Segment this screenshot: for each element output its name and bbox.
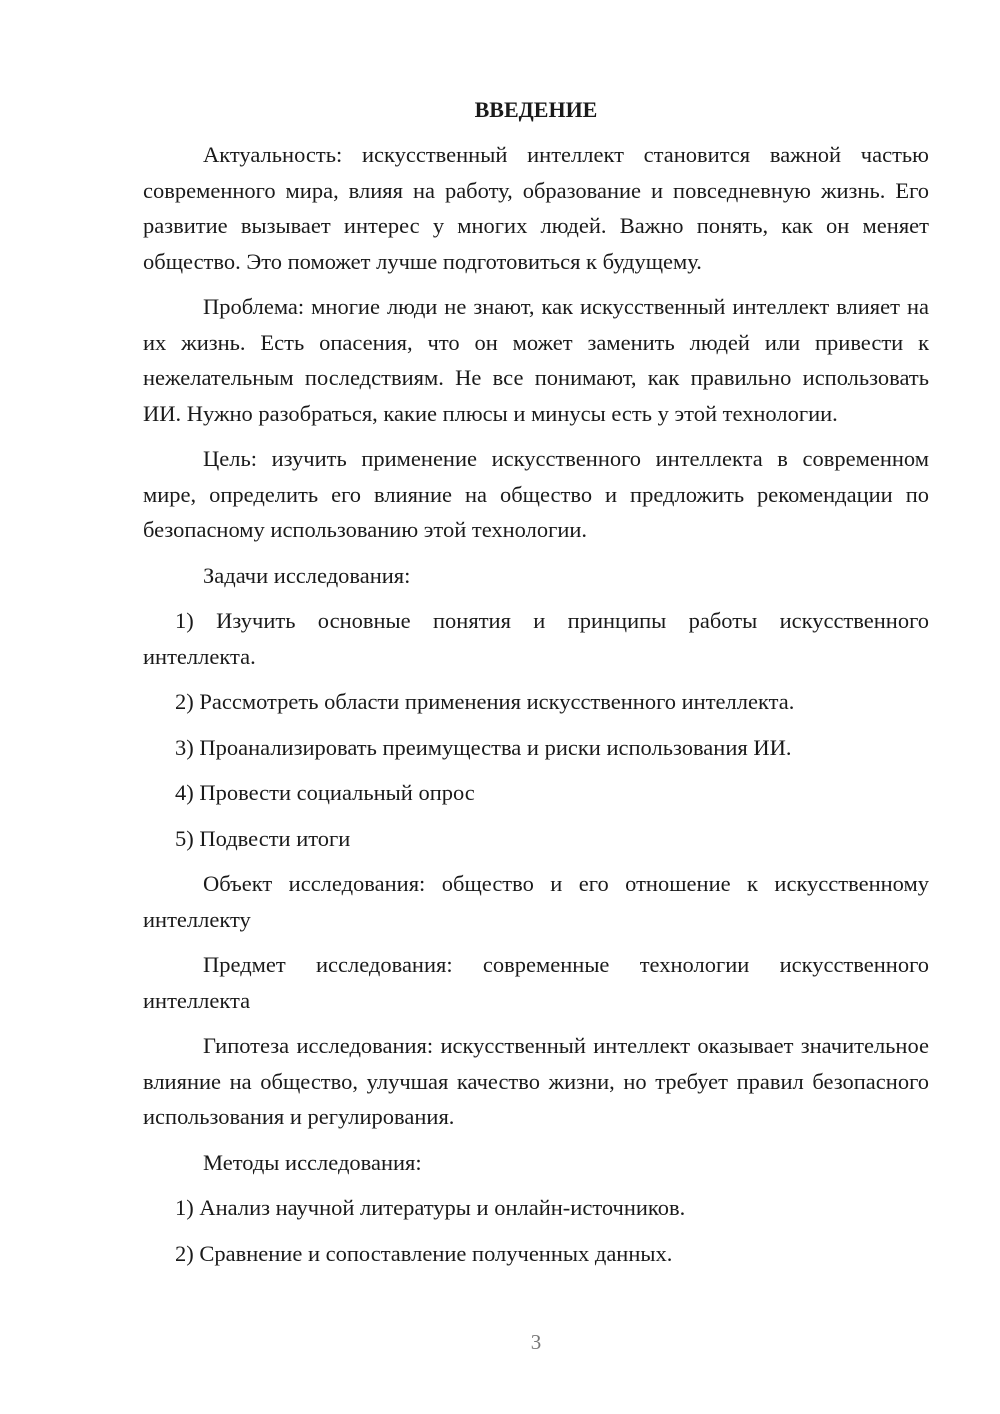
paragraph-subject: Предмет исследования: современные технологии искусственного интеллекта <box>143 952 929 1013</box>
methods-heading: Методы исследования: <box>203 1149 422 1175</box>
task-item-2: 2) Рассмотреть области применения искусственного интеллекта. <box>175 689 795 714</box>
paragraph-problem: Проблема: многие люди не знают, как искусственный интеллект влияет на их жизнь. Есть опасения, что он может заменить людей или привести к нежелательным последствиям. Не все понимают, как правильно использовать ИИ. Нужно разобраться, какие плюсы и минусы есть у этой технологии. <box>143 294 929 426</box>
paragraph-goal: Цель: изучить применение искусственного интеллекта в современном мире, определить его влияние на общество и предложить рекомендации по безопасному использованию этой технологии. <box>143 446 929 542</box>
paragraph-relevance: Актуальность: искусственный интеллект становится важной частью современного мира, влияя на работу, образование и повседневную жизнь. Его развитие вызывает интерес у многих людей. Важно понять, как он меняет общество. Это поможет лучше подготовиться к будущему. <box>143 142 929 274</box>
paragraph-hypothesis: Гипотеза исследования: искусственный интеллект оказывает значительное влияние на общество, улучшая качество жизни, но требует правил безопасного использования и регулирования. <box>143 1033 929 1129</box>
task-item-4: 4) Провести социальный опрос <box>175 780 475 805</box>
method-item-1: 1) Анализ научной литературы и онлайн-источников. <box>175 1195 686 1220</box>
method-item-2: 2) Сравнение и сопоставление полученных данных. <box>175 1240 673 1266</box>
task-item-3: 3) Проанализировать преимущества и риски использования ИИ. <box>175 734 792 760</box>
task-item-5: 5) Подвести итоги <box>175 825 351 851</box>
paragraph-object: Объект исследования: общество и его отношение к искусственному интеллекту <box>143 871 929 932</box>
task-item-1: 1) Изучить основные понятия и принципы работы искусственного интеллекта. <box>143 608 929 669</box>
page-number: 3 <box>530 1330 542 1354</box>
section-title: ВВЕДЕНИЕ <box>474 97 598 122</box>
tasks-heading: Задачи исследования: <box>203 562 411 588</box>
document-page <box>143 92 929 1281</box>
